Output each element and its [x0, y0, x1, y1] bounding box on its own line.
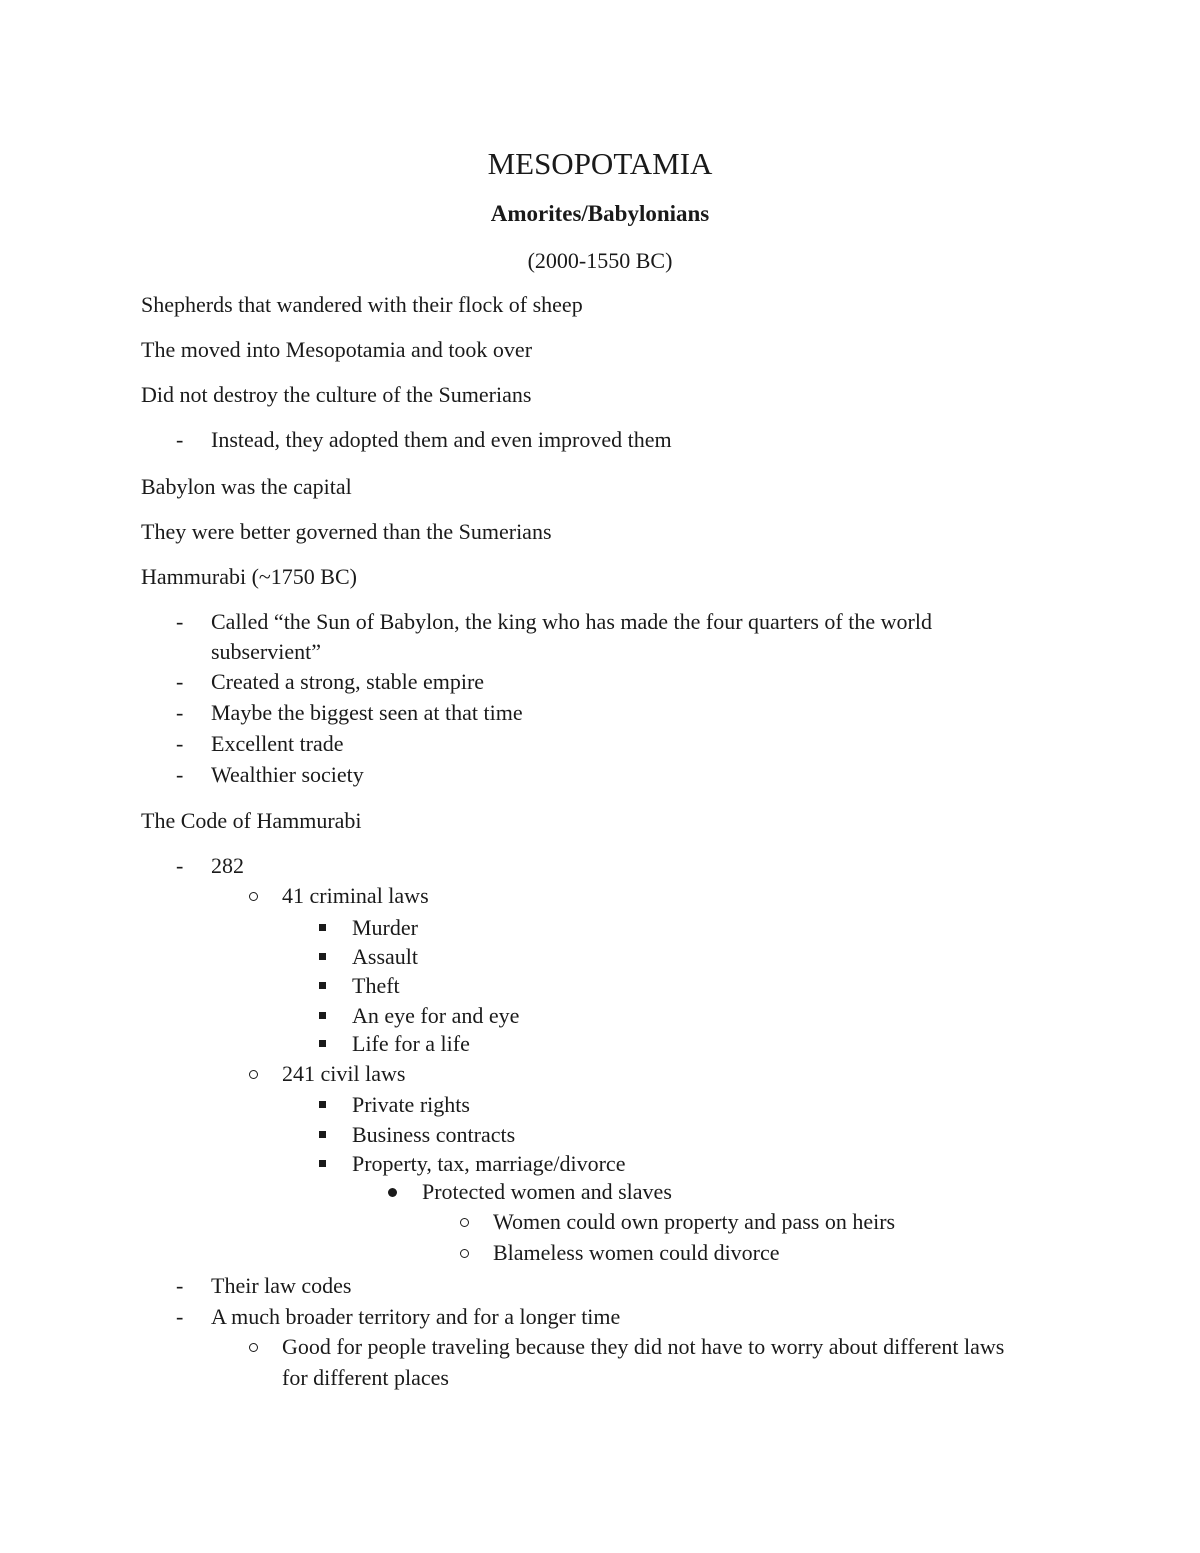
dash-bullet: -	[176, 853, 184, 878]
dash-bullet: -	[176, 427, 184, 452]
dash-bullet: -	[176, 1304, 184, 1329]
square-bullet-icon	[319, 1160, 326, 1167]
list-item: Business contracts	[352, 1122, 516, 1147]
circle-bullet-icon	[249, 892, 258, 901]
list-item-continuation: subservient”	[211, 639, 321, 664]
dash-bullet: -	[176, 669, 184, 694]
square-bullet-icon	[319, 1131, 326, 1138]
list-item: 241 civil laws	[282, 1061, 406, 1086]
list-item: Maybe the biggest seen at that time	[211, 700, 523, 725]
round-bullet-icon	[388, 1188, 397, 1197]
paragraph: The moved into Mesopotamia and took over	[141, 337, 533, 362]
list-item: Called “the Sun of Babylon, the king who has made the four quarters of the world	[211, 609, 932, 634]
list-item: Blameless women could divorce	[493, 1240, 780, 1265]
paragraph: The Code of Hammurabi	[141, 808, 362, 833]
square-bullet-icon	[319, 1012, 326, 1019]
list-item: Excellent trade	[211, 731, 344, 756]
circle-bullet-icon	[460, 1218, 469, 1227]
square-bullet-icon	[319, 953, 326, 960]
dash-bullet: -	[176, 1273, 184, 1298]
list-item: Life for a life	[352, 1031, 470, 1056]
paragraph: Babylon was the capital	[141, 474, 352, 499]
doc-subtitle: Amorites/Babylonians	[490, 201, 710, 226]
doc-dates: (2000-1550 BC)	[527, 248, 673, 273]
circle-bullet-icon	[460, 1249, 469, 1258]
list-item: Private rights	[352, 1092, 470, 1117]
square-bullet-icon	[319, 1101, 326, 1108]
dash-bullet: -	[176, 609, 184, 634]
dash-bullet: -	[176, 731, 184, 756]
list-item: Instead, they adopted them and even improved them	[211, 427, 672, 452]
paragraph: They were better governed than the Sumerians	[141, 519, 552, 544]
paragraph: Shepherds that wandered with their flock of sheep	[141, 292, 583, 317]
square-bullet-icon	[319, 924, 326, 931]
list-item: Wealthier society	[211, 762, 364, 787]
circle-bullet-icon	[249, 1070, 258, 1079]
list-item: An eye for and eye	[352, 1003, 520, 1028]
list-item: Created a strong, stable empire	[211, 669, 485, 694]
square-bullet-icon	[319, 1040, 326, 1047]
list-item-continuation: for different places	[282, 1365, 449, 1390]
list-item: Women could own property and pass on heirs	[493, 1209, 896, 1234]
circle-bullet-icon	[249, 1343, 258, 1352]
paragraph: Hammurabi (~1750 BC)	[141, 564, 357, 589]
list-item: Protected women and slaves	[422, 1179, 672, 1204]
dash-bullet: -	[176, 762, 184, 787]
list-item: Good for people traveling because they did not have to worry about different laws	[282, 1334, 1005, 1359]
list-item: Theft	[352, 973, 400, 998]
doc-title: MESOPOTAMIA	[487, 146, 713, 181]
list-item: A much broader territory and for a longer time	[211, 1304, 621, 1329]
square-bullet-icon	[319, 982, 326, 989]
list-item: Property, tax, marriage/divorce	[352, 1151, 626, 1176]
list-item: Their law codes	[211, 1273, 352, 1298]
list-item: 282	[211, 853, 244, 878]
list-item: Murder	[352, 915, 418, 940]
dash-bullet: -	[176, 700, 184, 725]
paragraph: Did not destroy the culture of the Sumerians	[141, 382, 532, 407]
list-item: Assault	[352, 944, 418, 969]
list-item: 41 criminal laws	[282, 883, 429, 908]
